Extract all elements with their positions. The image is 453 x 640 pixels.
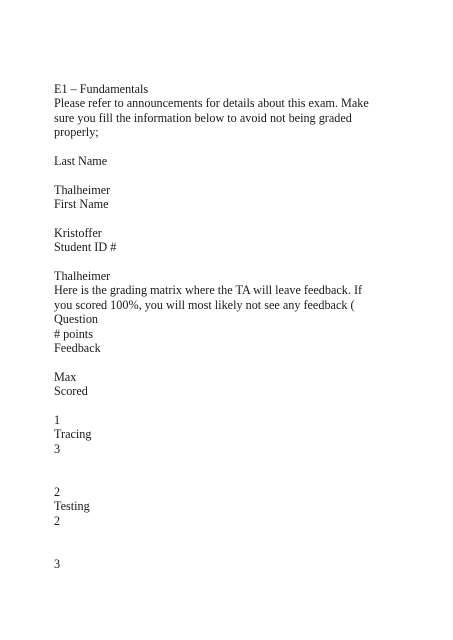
table-header-points: # points (54, 326, 93, 341)
grading-line-1: Here is the grading matrix where the TA will leave feedback. If (54, 283, 363, 298)
row-2-name: Testing (54, 499, 90, 514)
row-2-number: 2 (54, 484, 61, 499)
student-id-label: Student ID # (54, 240, 117, 255)
first-name-label: First Name (54, 197, 109, 212)
spacer (54, 355, 414, 369)
spacer (54, 471, 414, 485)
subheader-max: Max (54, 369, 77, 384)
row-3-number: 3 (54, 556, 61, 571)
document-body (54, 82, 414, 571)
table-header-feedback: Feedback (54, 341, 101, 356)
row-1-name: Tracing (54, 427, 92, 442)
first-name-value: Kristoffer (54, 225, 102, 240)
row-1-points: 3 (54, 441, 61, 456)
spacer (54, 168, 414, 182)
spacer (54, 528, 414, 542)
subheader-scored: Scored (54, 384, 88, 399)
student-id-value: Thalheimer (54, 269, 111, 284)
table-header-question: Question (54, 312, 99, 327)
intro-line-3: properly; (54, 125, 99, 140)
row-2-points: 2 (54, 513, 61, 528)
grading-line-2: you scored 100%, you will most likely not see any feedback ( (54, 297, 355, 312)
spacer (54, 140, 414, 154)
spacer (54, 255, 414, 269)
intro-line-1: Please refer to announcements for details about this exam. Make (54, 96, 369, 111)
last-name-label: Last Name (54, 153, 108, 168)
last-name-value: Thalheimer (54, 182, 111, 197)
spacer (54, 212, 414, 226)
spacer (54, 456, 414, 470)
spacer (54, 399, 414, 413)
spacer (54, 543, 414, 557)
document-title: E1 – Fundamentals (54, 82, 149, 96)
row-1-number: 1 (54, 412, 61, 427)
intro-line-2: sure you fill the information below to avoid not being graded (54, 110, 352, 125)
